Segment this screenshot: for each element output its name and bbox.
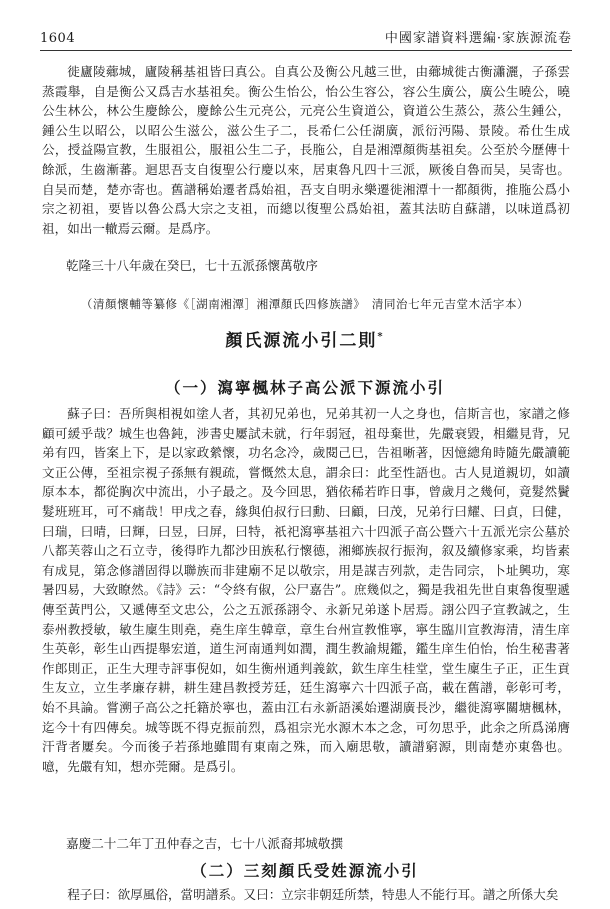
section-1-signature: 嘉慶二十二年丁丑仲春之吉，七十八派裔邦城敬撰 bbox=[66, 836, 344, 851]
section-2-paragraph: 程子曰：欲厚風俗，當明譜系。又曰：立宗非朝廷所禁，特患人不能行耳。譜之所係大矣 bbox=[67, 887, 559, 902]
running-title: 中國家譜資料選編·家族源流卷 bbox=[384, 31, 572, 46]
chapter-title bbox=[0, 326, 610, 351]
chapter-title-text: 顏氏源流小引二則 bbox=[225, 331, 378, 351]
preface-paragraph: 徙廬陵薌城，廬陵稱基祖皆曰真公。自真公及衡公凡越三世，由薌城徙古衡瀟灑，子孫雲蒸霞舉，自是衡公又爲吉水基祖矣。衡公生怡公，怡公生容公，容公生廣公，廣公生曉公，曉公生林公，林公生慶餘公，慶餘公生元亮公，元亮公生資道公，資道公生蒸公，蒸公生鍾公，鍾公生以昭公，以昭公生滋公，滋公生子二，長希仁公任湖廣，派衍沔陽、景陵。希仕生成公，授益陽宣教，生服祖公，服祖公生二子，長胣公，自是湘潭顏衖基祖矣。公至於今歷傳十餘派，生齒漸蕃。迴思吾支自復聖公行慶以來，居東魯凡四十三派，厥後自魯而吴，吴寄也。自吴而楚，楚亦寄也。舊譜稱始遷者爲始祖，吾支自明永樂遷徙湘潭十一都顏衖，推胣公爲小宗之初祖，要皆以魯公爲大宗之支祖，而總以復聖公爲始祖，蓋其法昉自蘇譜，以味道爲初祖，如出一轍焉云爾。是爲序。 bbox=[42, 64, 570, 236]
preface-signature: 乾隆三十八年歲在癸巳，七十五派孫懷萬敬序 bbox=[66, 258, 318, 273]
section-1-title: （一）瀉寧楓林子高公派下源流小引 bbox=[164, 378, 445, 397]
section-1-paragraph: 蘇子曰：吾所與相視如塗人者，其初兄弟也，兄弟其初一人之身也，信斯言也，家譜之修顧可緩乎哉？城生也魯鈍，涉書史屢試未就，行年弱冠，祖母棄世，先嚴衰毀，相繼見背，兄弟有四，皆案上下，是以家政縈懷，功名念冷，歲閱己巳，告祖晰著，因憶總角時隨先嚴讀範文正公傳，至祖宗視子孫無有親疏，嘗慨然太息，謂余曰：此至性語也。古人見道親切，如讀原本本，都從胸次中流出，小子最之。及今回思，猶依稀若昨日事，曾歲月之幾何，竟髮然鬢髮班班耳，可不痛哉！甲戌之春，緣與伯叔行曰勳、曰顧，曰茂，兄弟行曰耀、曰貞，曰健，曰瑞，曰晴，曰輝，曰昱，曰屏，曰特，祇祀瀉寧基祖六十四派子高公暨六十五派光宗公墓於八都芙蓉山之石立寺，後得昨九都沙田族私行懷德，湘鄉族叔行振洵，叙及續修家乘，均皆素有成見，第念修譜固得以聯族而非建廟不足以敬宗，用是謀吉列款，走告同宗，卜址興功，寒暑四易，大致瞭然。《詩》云：“令終有俶，公尸嘉告”。庶幾似之，獨是我祖先世自東魯復聖遞傳至黃門公，又遞傳至文忠公，公之五派孫詡令、永新兄弟遂卜居焉。詡公四子宣教誠之，生泰州教授敏，敏生廩生則堯，堯生庠生韓章，章生台州宣教惟寧，寧生臨川宣教海清，清生庠生英彰，彰生山西提舉宏道，道生河南通判如潤，潤生教諭規鑑，鑑生庠生伯怡，怡生秘書著作郎則正，正生大理寺評事倪如，如生衡州通判義欽，欽生庠生桂堂，堂生廩生子正，正生貢生友立，立生孝廉存耕，耕生建昌教授芳廷，廷生瀉寧六十四派子高，載在舊譜，彰彰可考，始不具論。嘗溯子高公之托籍於寧也，蓋由江右永新語溪始遷湖廣長沙，繼徙瀉寧關塘楓林，迄今十有四傳矣。城等既不得克振前烈，爲祖宗光水源木本之念，可勿思乎，此余之所爲涕膺汗背者屢矣。今而後子若孫地雖間有東南之殊，而入廟思敬，讀譜窮源，則南楚亦東魯也。噫，先嚴有知，想亦莞爾。是爲引。 bbox=[42, 406, 570, 774]
page-number: 1604 bbox=[40, 31, 76, 46]
page-header bbox=[40, 22, 572, 51]
section-2-title: （二）三刻顏氏受姓源流小引 bbox=[191, 861, 419, 880]
source-citation: （清顏懷輔等纂修《［湖南湘潭］湘潭顏氏四修族譜》 清同治七年元吉堂木活字本） bbox=[80, 297, 530, 311]
footnote-mark: * bbox=[377, 331, 385, 343]
